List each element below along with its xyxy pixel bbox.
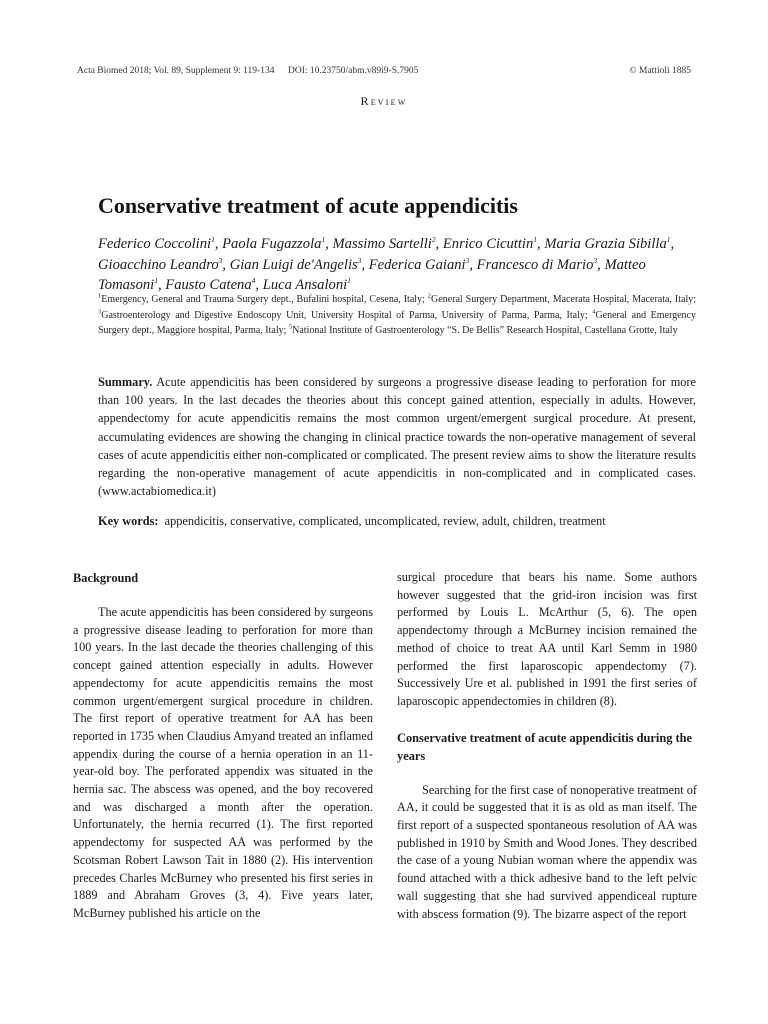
paragraph: The acute appendicitis has been considered by surgeons a progressive disease leading to perforation for more than 100 years. In the last decade the theories challenging of this concept gained attention especially in adults. However appendectomy for acute appendicitis remains the most common urgent/emergent surgical procedure in children. The first report of operative treatment for AA has been reported in 1735 when Claudius Amyand treated an inflamed appendix during the course of a hernia operation in an 11-year-old boy. The perforated appendix was situated in the hernia sac. The abscess was opened, and the boy recovered and was discharged a month after the operation. Unfortunately, the hernia recurred (1). The first reported appendectomy for suspected AA was performed by the Scotsman Robert Lawson Tait in 1880 (2). His intervention precedes Charles McBurney who presented his first series in 1889 and Abraham Groves (3, 4). Five years later, McBurney published his article on the xyxy=(73,605,373,920)
affiliation-text: General Surgery Department, Macerata Hospital, Macerata, Italy; xyxy=(431,294,696,305)
author-affiliation-mark: 1 xyxy=(154,276,158,286)
author-name: Matteo Tomasoni xyxy=(98,256,646,294)
author-affiliation-mark: 3 xyxy=(357,255,362,265)
section-heading-background: Background xyxy=(73,571,139,585)
author-affiliation-mark: 1 xyxy=(321,235,326,245)
keywords-label: Key words: xyxy=(98,514,159,528)
summary-label: Summary. xyxy=(98,375,153,389)
affiliation-mark: 3 xyxy=(98,308,102,316)
author-name: Enrico Cicuttin xyxy=(442,236,534,252)
affiliation-text: National Institute of Gastroenterology “S. De Bellis” Research Hospital, Castellana Grotte, Italy xyxy=(292,325,678,336)
author-name: Massimo Sartelli xyxy=(332,236,432,252)
author-list: Federico Coccolini$^1$, Paola Fugazzola$^1$, Massimo Sartelli$^2$, Enrico Cicuttin$^1$, Maria Grazia Sibilla$^1$, Gioacchino Leandro$^3$, Gian Luigi de'Angelis$^3$, Federica Gaiani$^3$, Francesco di Mario$^3$, Matteo Tomasoni$^1$, Fausto Catena$^4$, Luca Ansaloni$^1$ xyxy=(98,235,675,294)
author-affiliation-mark: 1 xyxy=(211,235,215,245)
author-affiliation-mark: 3 xyxy=(218,255,223,265)
paragraph: Searching for the first case of nonoperative treatment of AA, it could be suggested that it is as old as man itself. The first report of a suspected spontaneous resolution of AA was published in 1910 by Smith and Wood Jones. They described the case of a young Nubian woman where the appendix was found attached with a thick adhesive band to the left pelvic wall suggesting that she had survived appendiceal rupture with abscess formation (9). The bizarre aspect of the report xyxy=(397,782,697,921)
author-name: Luca Ansaloni xyxy=(262,277,348,294)
body-column-left xyxy=(73,569,373,923)
author-name: Federico Coccolini xyxy=(98,236,212,252)
author-name: Gioacchino Leandro xyxy=(98,256,219,273)
keywords-text: appendicitis, conservative, complicated, uncomplicated, review, adult, children, treatment xyxy=(164,514,606,528)
author-affiliation-mark: 3 xyxy=(465,255,470,265)
affiliation-text: Emergency, General and Trauma Surgery dept., Bufalini hospital, Cesena, Italy; xyxy=(101,294,428,305)
article-title: Conservative treatment of acute appendicitis xyxy=(98,193,518,218)
section-heading-conservative: Conservative treatment of acute appendicitis during the years xyxy=(397,730,693,763)
author-affiliation-mark: 1 xyxy=(347,276,351,286)
affiliation-mark: 4 xyxy=(592,308,596,316)
affiliation-mark: 1 xyxy=(98,292,102,300)
author-affiliation-mark: 1 xyxy=(666,235,671,245)
doi-link[interactable]: DOI: 10.23750/abm.v89i9-S.7905 xyxy=(288,66,419,76)
paragraph: surgical procedure that bears his name. Some authors however suggested that the grid-iron incision was first performed by Louis L. McArthur (5, 6). The open appendectomy through a McBurney incision remained the method of choice to treat AA until Karl Semm in 1980 performed the first laparoscopic appendectomy (7). Successively Ure et al. published in 1991 the first series of laparoscopic appendectomies in children (8). xyxy=(397,570,697,708)
keywords-line xyxy=(98,512,696,530)
author-affiliation-mark: 2 xyxy=(431,235,436,245)
author-name: Federica Gaiani xyxy=(368,256,466,273)
affiliation-mark: 5 xyxy=(288,323,293,331)
author-name: Maria Grazia Sibilla xyxy=(544,236,667,252)
author-name: Gian Luigi de'Angelis xyxy=(229,256,358,273)
section-type-label: Review xyxy=(360,94,408,108)
author-name: Francesco di Mario xyxy=(476,256,594,273)
author-affiliation-mark: 3 xyxy=(593,255,598,265)
affiliations xyxy=(98,292,696,339)
affiliation-text: General and Emergency Surgery dept., Maggiore hospital, Parma, Italy; xyxy=(98,309,696,336)
body-column-right xyxy=(397,569,697,923)
affiliation-mark: 2 xyxy=(427,292,432,300)
author-affiliation-mark: 4 xyxy=(251,276,256,286)
copyright-notice: © Mattioli 1885 xyxy=(629,66,691,76)
author-name: Paola Fugazzola xyxy=(222,236,322,252)
summary-abstract xyxy=(98,373,696,500)
author-name: Fausto Catena xyxy=(165,277,252,294)
journal-citation: Acta Biomed 2018; Vol. 89, Supplement 9: 119-134 xyxy=(77,66,275,76)
summary-text: Acute appendicitis has been considered by surgeons a progressive disease leading to perforation for more than 100 years. In the last decades the theories about this concept gained attention, especially in adults. However, appendectomy for acute appendicitis remains the most common urgent/emergent surgical procedure. At present, accumulating evidences are showing the changing in clinical practice towards the non-operative management of several cases of acute appendicitis either non-complicated or complicated. The present review aims to show the literature results regarding the non-operative management of acute appendicitis in non-complicated and in complicated cases. (www.actabiomedica.it) xyxy=(98,375,696,499)
author-affiliation-mark: 1 xyxy=(533,235,538,245)
affiliation-text: Gastroenterology and Digestive Endoscopy Unit, University Hospital of Parma, University of Parma, Parma, Italy; xyxy=(101,309,593,321)
